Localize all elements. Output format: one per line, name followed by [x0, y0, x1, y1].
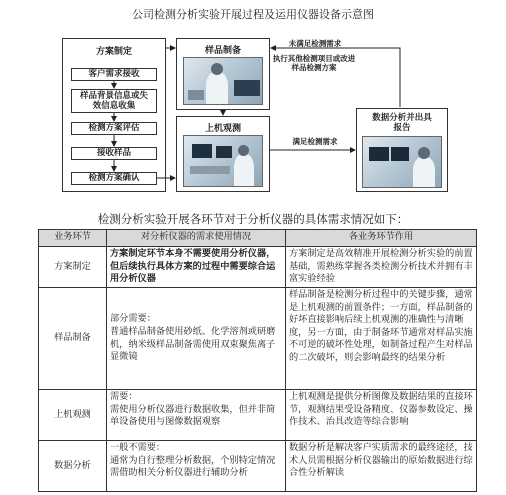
cell-stage: 方案制定 — [39, 247, 107, 288]
intro-text: 检测分析实验开展各环节对于分析仪器的具体需求情况如下： — [97, 212, 409, 226]
header-role: 各业务环节作用 — [286, 230, 477, 247]
arrow-label-unmet: 未满足检测需求 — [288, 39, 342, 48]
sample-prep-header: 样品制备 — [204, 46, 241, 56]
flow-arrows — [0, 0, 506, 210]
cell-role: 上机观测是提供分析图像及数据结果的直接环节，观测结果受设备精度、仪器参数设定、操作技术、治具改造等综合影响 — [286, 390, 477, 441]
cell-stage: 上机观测 — [39, 390, 107, 441]
header-need: 对分析仪器的需求使用情况 — [107, 230, 286, 247]
header-stage: 业务环节 — [39, 230, 107, 247]
requirements-table — [38, 229, 477, 492]
cell-role: 方案制定是高效精准开展检测分析实验的前置基础，需熟练掌握各类检测分析技术并拥有丰富实验经验 — [286, 247, 477, 288]
cell-need: 方案制定环节本身不需要使用分析仪器，但后续执行具体方案的过程中需要综合运用分析仪器 — [107, 247, 286, 288]
cell-stage: 数据分析 — [39, 441, 107, 492]
need-lead: 部分需要： — [110, 313, 156, 325]
analysis-header: 数据分析并出具报告 — [372, 113, 432, 133]
table-row — [39, 247, 477, 288]
need-lead: 需要： — [110, 391, 138, 402]
table-header-row — [39, 230, 477, 247]
arrow-label-met: 满足检测需求 — [292, 137, 338, 146]
need-body: 需使用分析仪器进行数据收集，但并非简单设备使用与图像数据观察 — [110, 403, 276, 428]
cell-role: 样品制备是检测分析过程中的关键步骤，通常是上机观测的前置条件；一方面，样品制备的好坏直接影响后续上机观测的准确性与清晰度，另一方面，由于制备环节通常对样品实施不可逆的破坏性处理，如制备过程产生对样品的二次破坏，则会影响最终的结果分析 — [286, 288, 477, 390]
cell-need — [107, 390, 286, 441]
planning-header: 方案制定 — [95, 47, 132, 57]
step-confirm-plan: 检测方案确认 — [71, 172, 157, 185]
step-evaluate-plan: 检测方案评估 — [71, 122, 157, 135]
step-receive-demand: 客户需求接收 — [71, 68, 157, 81]
step-collect-info: 样品背景信息或失效信息收集 — [71, 89, 157, 113]
need-lead: 一般不需要： — [110, 442, 166, 453]
cell-stage: 样品制备 — [39, 288, 107, 390]
observation-header: 上机观测 — [204, 124, 241, 134]
arrow-label-execute: 执行其他检测项目或改进样品检测方案 — [272, 54, 356, 72]
step-receive-sample: 接收样品 — [71, 147, 157, 160]
table-row — [39, 288, 477, 390]
cell-role: 数据分析是解决客户实质需求的最终途径，技术人员需根据分析仪器输出的原始数据进行综合性分析解读 — [286, 441, 477, 492]
need-body: 通常为自行整理分析数据，个别特定情况需借助相关分析仪器进行辅助分析 — [110, 454, 276, 479]
cell-need — [107, 441, 286, 492]
cell-need — [107, 288, 286, 390]
need-body: 普通样品制备使用砂纸、化学溶剂或研磨机，纳米级样品制备需使用双束聚焦离子显微镜 — [110, 325, 276, 363]
diagram-title: 公司检测分析实验开展过程及运用仪器设备示意图 — [132, 8, 374, 21]
table-row — [39, 441, 477, 492]
table-row — [39, 390, 477, 441]
